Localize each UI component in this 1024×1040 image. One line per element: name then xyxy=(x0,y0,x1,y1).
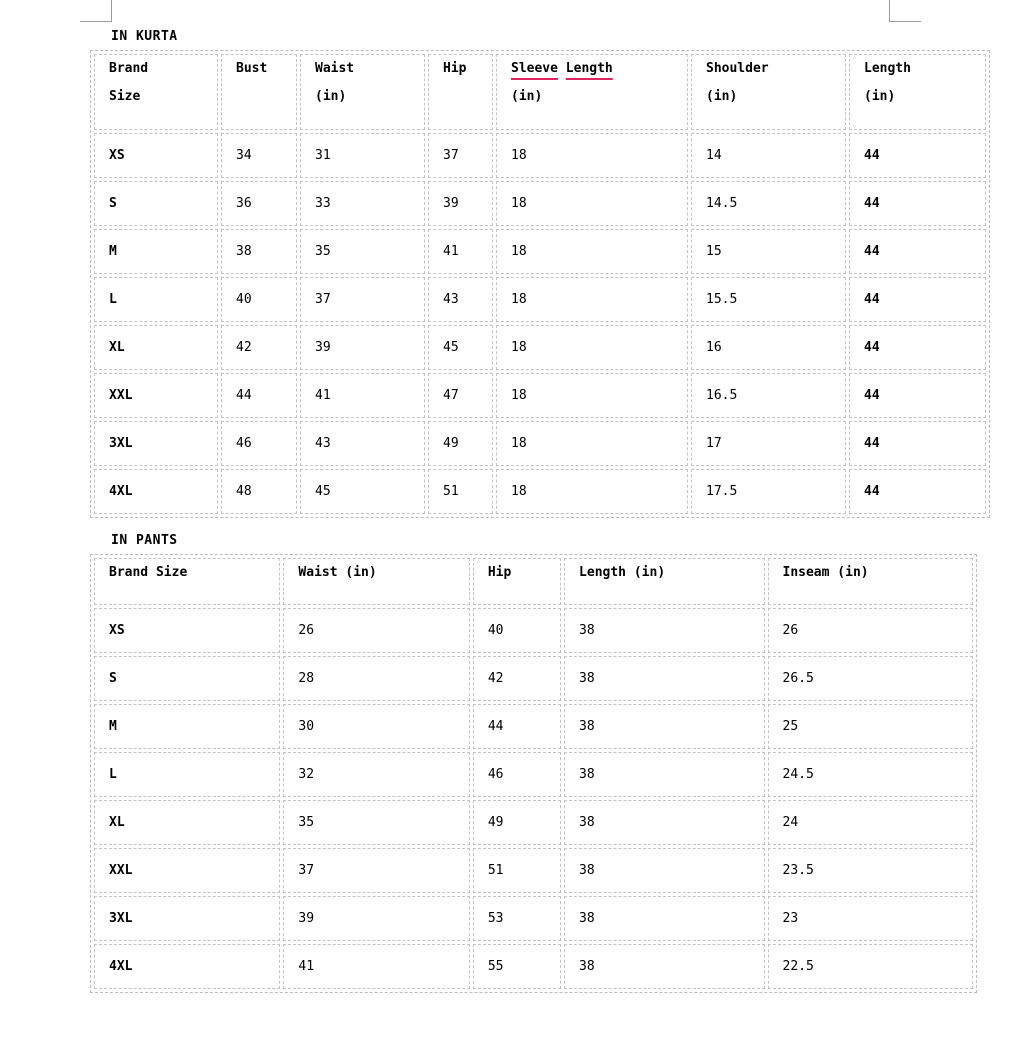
kurta-cell-size: 3XL xyxy=(94,421,218,466)
pants-section-title: IN PANTS xyxy=(111,533,178,548)
kurta-cell-bust: 34 xyxy=(221,133,297,178)
kurta-cell-hip: 51 xyxy=(428,469,493,514)
kurta-cell-length: 44 xyxy=(849,277,986,322)
table-row xyxy=(94,800,973,845)
table-row xyxy=(94,944,973,989)
kurta-cell-length: 44 xyxy=(849,325,986,370)
pants-cell-size: XL xyxy=(94,800,280,845)
kurta-cell-length: 44 xyxy=(849,421,986,466)
pants-cell-size: XS xyxy=(94,608,280,653)
kurta-header-shoulder: Shoulder (in) xyxy=(691,54,846,130)
kurta-cell-length: 44 xyxy=(849,469,986,514)
kurta-cell-shoulder: 17.5 xyxy=(691,469,846,514)
kurta-cell-shoulder: 15.5 xyxy=(691,277,846,322)
kurta-cell-shoulder: 15 xyxy=(691,229,846,274)
pants-cell-inseam: 25 xyxy=(768,704,974,749)
pants-cell-hip: 42 xyxy=(473,656,561,701)
kurta-cell-length: 44 xyxy=(849,229,986,274)
kurta-header-length: Length (in) xyxy=(849,54,986,130)
kurta-cell-hip: 41 xyxy=(428,229,493,274)
kurta-cell-hip: 37 xyxy=(428,133,493,178)
kurta-cell-waist: 39 xyxy=(300,325,425,370)
page-corner-mark-right-h xyxy=(889,21,921,22)
pants-cell-inseam: 26.5 xyxy=(768,656,974,701)
kurta-cell-waist: 31 xyxy=(300,133,425,178)
kurta-size-table xyxy=(90,50,990,518)
table-row xyxy=(94,848,973,893)
table-row xyxy=(94,181,986,226)
pants-cell-length: 38 xyxy=(564,944,764,989)
kurta-cell-bust: 42 xyxy=(221,325,297,370)
table-row xyxy=(94,325,986,370)
kurta-header-hip: Hip xyxy=(428,54,493,130)
pants-cell-inseam: 22.5 xyxy=(768,944,974,989)
pants-cell-size: 3XL xyxy=(94,896,280,941)
kurta-cell-hip: 49 xyxy=(428,421,493,466)
kurta-cell-waist: 33 xyxy=(300,181,425,226)
pants-cell-length: 38 xyxy=(564,800,764,845)
kurta-cell-sleeve: 18 xyxy=(496,373,688,418)
pants-cell-hip: 46 xyxy=(473,752,561,797)
pants-cell-inseam: 23.5 xyxy=(768,848,974,893)
kurta-cell-sleeve: 18 xyxy=(496,229,688,274)
kurta-cell-hip: 47 xyxy=(428,373,493,418)
kurta-cell-waist: 37 xyxy=(300,277,425,322)
kurta-cell-size: S xyxy=(94,181,218,226)
kurta-cell-shoulder: 16.5 xyxy=(691,373,846,418)
pants-cell-inseam: 24.5 xyxy=(768,752,974,797)
kurta-cell-size: 4XL xyxy=(94,469,218,514)
pants-cell-waist: 37 xyxy=(283,848,469,893)
kurta-cell-size: M xyxy=(94,229,218,274)
kurta-cell-waist: 35 xyxy=(300,229,425,274)
kurta-cell-shoulder: 17 xyxy=(691,421,846,466)
pants-cell-length: 38 xyxy=(564,896,764,941)
pants-cell-waist: 41 xyxy=(283,944,469,989)
kurta-cell-size: L xyxy=(94,277,218,322)
spellcheck-word-sleeve: Sleeve xyxy=(511,61,558,76)
table-row xyxy=(94,896,973,941)
kurta-cell-bust: 40 xyxy=(221,277,297,322)
kurta-header-row xyxy=(94,54,986,130)
pants-cell-hip: 53 xyxy=(473,896,561,941)
kurta-cell-bust: 36 xyxy=(221,181,297,226)
kurta-cell-waist: 45 xyxy=(300,469,425,514)
pants-header-length: Length (in) xyxy=(564,558,764,605)
kurta-cell-bust: 48 xyxy=(221,469,297,514)
pants-size-table xyxy=(90,554,977,993)
kurta-cell-waist: 43 xyxy=(300,421,425,466)
kurta-cell-sleeve: 18 xyxy=(496,469,688,514)
kurta-cell-shoulder: 14 xyxy=(691,133,846,178)
page-corner-mark-left xyxy=(111,0,112,22)
kurta-cell-bust: 44 xyxy=(221,373,297,418)
table-row xyxy=(94,608,973,653)
pants-cell-hip: 51 xyxy=(473,848,561,893)
pants-cell-inseam: 23 xyxy=(768,896,974,941)
pants-cell-length: 38 xyxy=(564,608,764,653)
pants-cell-size: XXL xyxy=(94,848,280,893)
kurta-cell-waist: 41 xyxy=(300,373,425,418)
kurta-cell-length: 44 xyxy=(849,373,986,418)
table-row xyxy=(94,229,986,274)
pants-cell-waist: 32 xyxy=(283,752,469,797)
pants-header-waist: Waist (in) xyxy=(283,558,469,605)
kurta-cell-sleeve: 18 xyxy=(496,325,688,370)
pants-cell-waist: 39 xyxy=(283,896,469,941)
kurta-header-brand-size: Brand Size xyxy=(94,54,218,130)
kurta-cell-size: XXL xyxy=(94,373,218,418)
pants-cell-waist: 30 xyxy=(283,704,469,749)
spellcheck-word-length: Length xyxy=(565,61,613,76)
pants-header-hip: Hip xyxy=(473,558,561,605)
kurta-cell-length: 44 xyxy=(849,133,986,178)
kurta-cell-sleeve: 18 xyxy=(496,133,688,178)
pants-cell-size: M xyxy=(94,704,280,749)
kurta-cell-shoulder: 16 xyxy=(691,325,846,370)
sleeve-unit: (in) xyxy=(511,89,543,104)
pants-header-row xyxy=(94,558,973,605)
kurta-header-sleeve-length xyxy=(496,54,688,130)
table-row xyxy=(94,421,986,466)
kurta-cell-hip: 43 xyxy=(428,277,493,322)
pants-cell-size: 4XL xyxy=(94,944,280,989)
pants-cell-length: 38 xyxy=(564,656,764,701)
page-corner-mark-right xyxy=(889,0,890,22)
pants-cell-waist: 28 xyxy=(283,656,469,701)
kurta-cell-size: XL xyxy=(94,325,218,370)
pants-cell-hip: 44 xyxy=(473,704,561,749)
pants-cell-size: L xyxy=(94,752,280,797)
kurta-cell-bust: 38 xyxy=(221,229,297,274)
kurta-header-bust: Bust xyxy=(221,54,297,130)
kurta-cell-size: XS xyxy=(94,133,218,178)
kurta-cell-sleeve: 18 xyxy=(496,277,688,322)
pants-cell-hip: 40 xyxy=(473,608,561,653)
pants-cell-inseam: 24 xyxy=(768,800,974,845)
pants-cell-size: S xyxy=(94,656,280,701)
kurta-section-title: IN KURTA xyxy=(111,29,178,44)
kurta-header-waist: Waist (in) xyxy=(300,54,425,130)
kurta-cell-shoulder: 14.5 xyxy=(691,181,846,226)
kurta-cell-sleeve: 18 xyxy=(496,421,688,466)
pants-cell-length: 38 xyxy=(564,704,764,749)
pants-cell-hip: 49 xyxy=(473,800,561,845)
table-row xyxy=(94,373,986,418)
page-corner-mark-left-h xyxy=(80,21,112,22)
table-row xyxy=(94,752,973,797)
table-row xyxy=(94,704,973,749)
kurta-cell-hip: 39 xyxy=(428,181,493,226)
kurta-cell-hip: 45 xyxy=(428,325,493,370)
pants-cell-length: 38 xyxy=(564,848,764,893)
kurta-cell-bust: 46 xyxy=(221,421,297,466)
table-row xyxy=(94,277,986,322)
pants-cell-hip: 55 xyxy=(473,944,561,989)
pants-cell-length: 38 xyxy=(564,752,764,797)
table-row xyxy=(94,656,973,701)
pants-cell-inseam: 26 xyxy=(768,608,974,653)
kurta-cell-sleeve: 18 xyxy=(496,181,688,226)
pants-header-brand-size: Brand Size xyxy=(94,558,280,605)
table-row xyxy=(94,133,986,178)
table-row xyxy=(94,469,986,514)
kurta-cell-length: 44 xyxy=(849,181,986,226)
pants-cell-waist: 35 xyxy=(283,800,469,845)
pants-cell-waist: 26 xyxy=(283,608,469,653)
pants-header-inseam: Inseam (in) xyxy=(768,558,974,605)
